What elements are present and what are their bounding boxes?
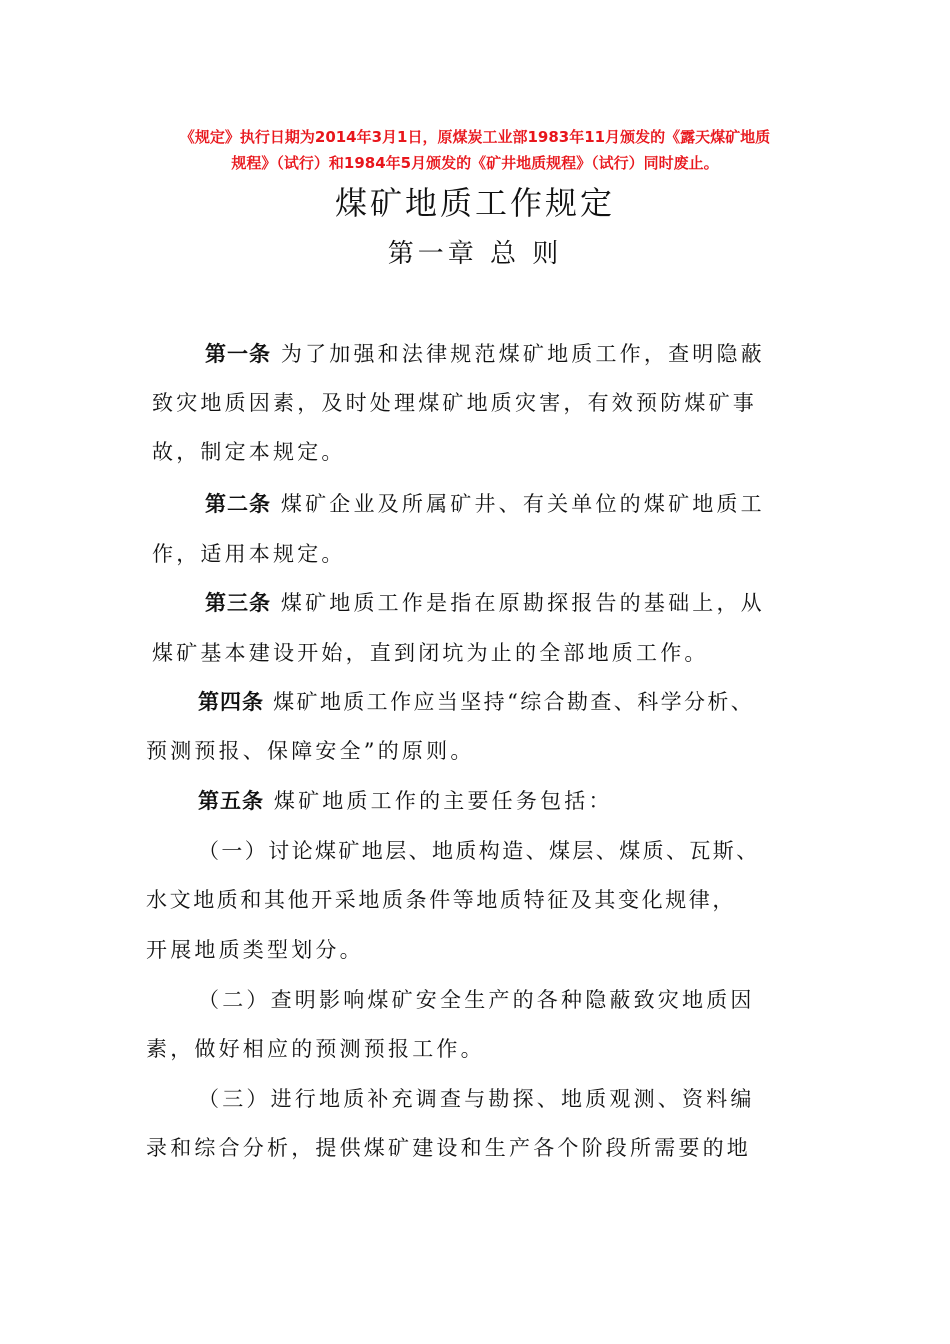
article-2-line-1: 第二条 煤矿企业及所属矿井、有关单位的煤矿地质工 — [205, 491, 765, 516]
article-3-line-2: 煤矿基本建设开始，直到闭坑为止的全部地质工作。 — [152, 641, 709, 665]
item-1-line-2: 水文地质和其他开采地质条件等地质特征及其变化规律， — [146, 888, 736, 912]
article-4-line-1: 第四条 煤矿地质工作应当坚持“综合勘查、科学分析、 — [198, 689, 755, 714]
abolition-notice — [140, 124, 810, 176]
item-3-line-1: （三）进行地质补充调查与勘探、地质观测、资料编 — [198, 1087, 755, 1111]
notice-line-1: 《规定》执行日期为2014年3月1日，原煤炭工业部1983年11月颁发的《露天煤矿地质 — [179, 128, 771, 146]
article-1-line-3: 故，制定本规定。 — [152, 440, 346, 464]
item-1-line-1: （一）讨论煤矿地层、地质构造、煤层、煤质、瓦斯、 — [198, 839, 760, 863]
article-2-line-2: 作，适用本规定。 — [152, 542, 346, 566]
article-5-label: 第五条 — [198, 788, 264, 813]
article-1-label: 第一条 — [205, 341, 271, 366]
article-2-label: 第二条 — [205, 491, 271, 516]
article-3-label: 第三条 — [205, 590, 271, 615]
item-3-line-2: 录和综合分析，提供煤矿建设和生产各个阶段所需要的地 — [146, 1136, 751, 1160]
document-title: 煤矿地质工作规定 — [334, 184, 615, 222]
notice-line-2: 规程》（试行）和1984年5月颁发的《矿井地质规程》（试行）同时废止。 — [231, 154, 719, 172]
item-2-line-2: 素，做好相应的预测预报工作。 — [146, 1037, 485, 1061]
article-1-line-2: 致灾地质因素，及时处理煤矿地质灾害，有效预防煤矿事 — [152, 391, 757, 415]
article-5-line-1: 第五条 煤矿地质工作的主要任务包括： — [198, 788, 613, 813]
article-4-label: 第四条 — [198, 689, 264, 714]
article-3-line-1: 第三条 煤矿地质工作是指在原勘探报告的基础上，从 — [205, 590, 765, 615]
article-4-line-2: 预测预报、保障安全”的原则。 — [146, 739, 475, 763]
chapter-heading: 第一章 总 则 — [387, 239, 563, 269]
item-1-line-3: 开展地质类型划分。 — [146, 938, 364, 962]
article-1-line-1: 第一条 为了加强和法律规范煤矿地质工作，查明隐蔽 — [205, 341, 765, 366]
item-2-line-1: （二）查明影响煤矿安全生产的各种隐蔽致灾地质因 — [198, 988, 755, 1012]
